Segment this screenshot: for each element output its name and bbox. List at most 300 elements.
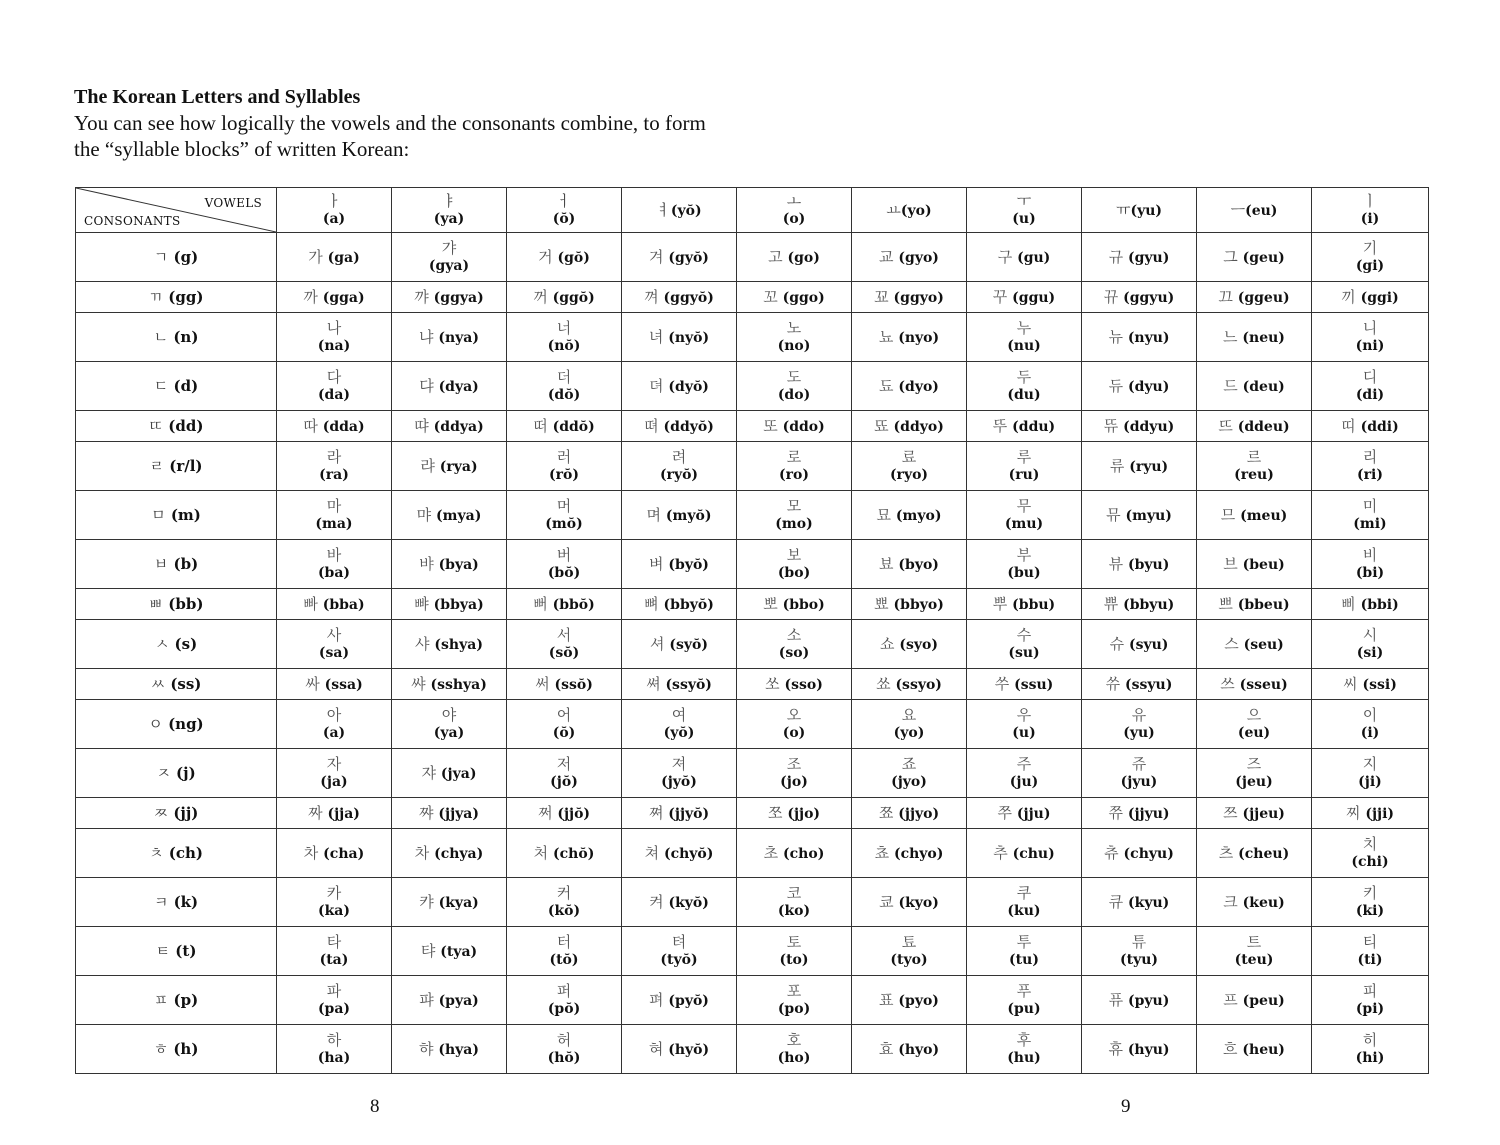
syllable-cell: [507, 442, 622, 491]
consonant-row: [76, 878, 1429, 927]
syllable-glyph: 튜: [1131, 933, 1147, 951]
syllable-cell: [507, 589, 622, 620]
syllable-romanization: (gyo): [898, 249, 939, 266]
syllable-cell: [277, 976, 392, 1025]
syllable-romanization: (cheu): [1238, 845, 1290, 862]
syllable-glyph: 그: [1223, 247, 1238, 266]
syllable-cell: [737, 749, 852, 798]
syllable-romanization: (peu): [1242, 992, 1285, 1009]
consonant-row: [76, 669, 1429, 700]
syllable-romanization: (jjyŏ): [668, 805, 710, 822]
syllable-glyph: 퍼: [556, 982, 572, 1000]
syllable-romanization: (heu): [1242, 1041, 1285, 1058]
syllable-romanization: (ryo): [889, 467, 929, 483]
syllable-glyph: 치: [1362, 835, 1378, 853]
syllable-romanization: (chyŏ): [663, 845, 714, 862]
intro-section: [74, 84, 774, 162]
syllable-romanization: (gga): [322, 289, 365, 306]
consonant-row: [76, 411, 1429, 442]
vowel-romanization: (yo): [900, 202, 932, 219]
vowel-header-cell: [507, 188, 622, 233]
syllable-glyph: 벼: [649, 554, 664, 573]
syllable-glyph: 미: [1362, 497, 1378, 515]
syllable-romanization: (nyŏ): [668, 329, 710, 346]
syllable-glyph: 이: [1362, 706, 1378, 724]
syllable-romanization: (rya): [439, 458, 478, 475]
syllable-cell: [737, 700, 852, 749]
syllable-glyph: 보: [786, 546, 802, 564]
syllable-glyph: 뱌: [419, 554, 434, 573]
syllable-glyph: 뗘: [644, 416, 659, 435]
consonant-romanization: (p): [173, 991, 199, 1009]
syllable-cell: [1312, 878, 1429, 927]
syllable-romanization: (chi): [1351, 854, 1389, 870]
syllable-cell: [1197, 442, 1312, 491]
syllable-romanization: (na): [317, 338, 351, 354]
syllable-romanization: (ha): [317, 1050, 351, 1066]
syllable-cell: [392, 829, 507, 878]
consonant-romanization: (t): [175, 942, 197, 960]
syllable-romanization: (jya): [440, 765, 477, 782]
syllable-romanization: (nyo): [898, 329, 940, 346]
syllable-cell: [737, 620, 852, 669]
syllable-romanization: (hŏ): [547, 1050, 581, 1066]
syllable-cell: [1197, 411, 1312, 442]
syllable-romanization: (nya): [438, 329, 479, 346]
syllable-romanization: (bba): [322, 596, 365, 613]
syllable-glyph: 느: [1223, 327, 1238, 346]
syllable-cell: [277, 829, 392, 878]
syllable-glyph: 비: [1362, 546, 1378, 564]
syllable-cell: [392, 749, 507, 798]
syllable-cell: [1197, 976, 1312, 1025]
consonant-jamo: ㅃ: [148, 595, 164, 613]
syllable-glyph: 하: [326, 1031, 342, 1049]
syllable-cell: [277, 282, 392, 313]
consonant-romanization: (bb): [168, 595, 204, 613]
vowel-jamo: ㅏ: [326, 192, 342, 210]
syllable-romanization: (hi): [1355, 1050, 1385, 1066]
syllable-glyph: 초: [763, 843, 779, 862]
syllable-romanization: (ku): [1007, 903, 1041, 919]
consonant-row: [76, 362, 1429, 411]
syllable-romanization: (keu): [1242, 894, 1285, 911]
syllable-cell: [852, 927, 967, 976]
syllable-cell: [392, 313, 507, 362]
syllable-glyph: 쌰: [411, 674, 426, 693]
syllable-romanization: (ko): [777, 903, 811, 919]
syllable-cell: [737, 829, 852, 878]
syllable-romanization: (ggyu): [1123, 289, 1175, 306]
syllable-romanization: (ggya): [433, 289, 484, 306]
syllable-cell: [507, 749, 622, 798]
syllable-glyph: 뺘: [414, 594, 429, 613]
syllable-romanization: (kyu): [1128, 894, 1170, 911]
syllable-glyph: 뎌: [649, 376, 664, 395]
consonant-row: [76, 976, 1429, 1025]
syllable-romanization: (bŏ): [547, 565, 581, 581]
syllable-cell: [507, 878, 622, 927]
syllable-cell: [1312, 411, 1429, 442]
consonant-jamo: ㄲ: [148, 288, 164, 306]
syllable-cell: [1197, 282, 1312, 313]
syllable-cell: [392, 798, 507, 829]
syllable-cell: [507, 927, 622, 976]
syllable-cell: [1082, 700, 1197, 749]
consonant-header-cell: [76, 700, 277, 749]
consonant-header-cell: [76, 976, 277, 1025]
syllable-glyph: 휴: [1108, 1039, 1123, 1058]
syllable-cell: [507, 313, 622, 362]
syllable-romanization: (bo): [777, 565, 811, 581]
syllable-glyph: 주: [1016, 755, 1032, 773]
consonant-header-cell: [76, 620, 277, 669]
syllable-glyph: 규: [1108, 247, 1124, 266]
syllable-glyph: 소: [786, 626, 802, 644]
syllable-romanization: (bbo): [782, 596, 825, 613]
consonant-header-cell: [76, 669, 277, 700]
consonant-header-cell: [76, 442, 277, 491]
syllable-cell: [737, 878, 852, 927]
syllable-romanization: (pu): [1007, 1001, 1041, 1017]
syllable-cell: [967, 976, 1082, 1025]
syllable-romanization: (hu): [1007, 1050, 1041, 1066]
syllable-romanization: (o): [782, 725, 806, 741]
syllable-romanization: (po): [777, 1001, 811, 1017]
syllable-glyph: 슈: [1109, 634, 1125, 653]
syllable-cell: [737, 669, 852, 700]
syllable-glyph: 녀: [648, 327, 664, 346]
syllable-romanization: (ssa): [324, 676, 363, 693]
syllable-cell: [277, 749, 392, 798]
syllable-glyph: 됴: [879, 376, 894, 395]
consonant-jamo: ㄸ: [148, 417, 164, 435]
syllable-romanization: (yo): [893, 725, 925, 741]
syllable-glyph: 짜: [308, 803, 323, 822]
syllable-cell: [622, 442, 737, 491]
consonant-row: [76, 829, 1429, 878]
syllable-cell: [622, 798, 737, 829]
syllable-romanization: (ti): [1357, 952, 1383, 968]
vowel-jamo: ㅡ: [1230, 200, 1246, 219]
syllable-romanization: (ggŏ): [552, 289, 595, 306]
syllable-romanization: (bya): [438, 556, 479, 573]
consonant-romanization: (dd): [168, 417, 204, 435]
syllable-cell: [737, 411, 852, 442]
syllable-glyph: 코: [786, 884, 802, 902]
consonant-jamo: ㄹ: [149, 457, 164, 475]
syllable-cell: [1082, 798, 1197, 829]
syllable-cell: [1082, 491, 1197, 540]
syllable-cell: [852, 829, 967, 878]
consonant-romanization: (d): [173, 377, 199, 395]
consonant-jamo: ㅆ: [150, 675, 166, 693]
syllable-glyph: 꾸: [992, 287, 1008, 306]
vowel-romanization: (eu): [1245, 202, 1278, 219]
syllable-cell: [622, 927, 737, 976]
section-title: The Korean Letters and Syllables: [74, 86, 361, 108]
syllable-glyph: 며: [646, 505, 662, 524]
vowel-romanization: (a): [322, 211, 346, 227]
syllable-romanization: (byu): [1128, 556, 1170, 573]
syllable-cell: [1312, 927, 1429, 976]
syllable-cell: [1312, 313, 1429, 362]
syllable-glyph: 유: [1131, 706, 1147, 724]
syllable-romanization: (ri): [1357, 467, 1383, 483]
syllable-glyph: 모: [786, 497, 802, 515]
syllable-romanization: (nŏ): [547, 338, 581, 354]
syllable-glyph: 쿄: [879, 892, 894, 911]
consonant-jamo: ㅊ: [149, 844, 164, 862]
syllable-romanization: (sa): [318, 645, 350, 661]
vowel-jamo: ㅣ: [1362, 192, 1378, 210]
syllable-romanization: (ddya): [433, 418, 484, 435]
syllable-glyph: 디: [1362, 368, 1378, 386]
syllable-glyph: 쑤: [994, 674, 1010, 693]
syllable-cell: [622, 700, 737, 749]
syllable-romanization: (ggi): [1360, 289, 1399, 306]
syllable-cell: [1312, 589, 1429, 620]
syllable-glyph: 쟈: [421, 763, 437, 782]
syllable-glyph: 카: [326, 884, 342, 902]
syllable-romanization: (sso): [784, 676, 823, 693]
syllable-glyph: 무: [1016, 497, 1032, 515]
syllable-romanization: (syo): [899, 636, 938, 653]
syllable-cell: [1197, 233, 1312, 282]
syllable-glyph: 프: [1223, 990, 1238, 1009]
syllable-cell: [737, 798, 852, 829]
syllable-romanization: (jjya): [438, 805, 479, 822]
syllable-cell: [967, 700, 1082, 749]
syllable-romanization: (byo): [898, 556, 939, 573]
syllable-romanization: (to): [779, 952, 809, 968]
syllable-glyph: 쎠: [646, 674, 661, 693]
syllable-glyph: 뜌: [1103, 416, 1119, 435]
syllable-glyph: 툐: [901, 933, 917, 951]
vowel-header-cell: [1312, 188, 1429, 233]
syllable-glyph: 므: [1220, 505, 1236, 524]
syllable-glyph: 두: [1016, 368, 1032, 386]
syllable-cell: [1197, 362, 1312, 411]
syllable-romanization: (myŏ): [665, 507, 712, 524]
syllable-cell: [967, 233, 1082, 282]
syllable-glyph: 니: [1362, 319, 1378, 337]
syllable-romanization: (ryŏ): [659, 467, 699, 483]
syllable-cell: [507, 362, 622, 411]
syllable-cell: [1082, 927, 1197, 976]
syllable-cell: [967, 878, 1082, 927]
syllable-romanization: (tya): [440, 943, 478, 960]
syllable-cell: [737, 362, 852, 411]
consonant-romanization: (r/l): [169, 457, 203, 475]
syllable-cell: [622, 669, 737, 700]
syllable-romanization: (eu): [1237, 725, 1271, 741]
syllable-romanization: (ddyu): [1123, 418, 1175, 435]
syllable-glyph: 투: [1016, 933, 1032, 951]
consonant-romanization: (h): [173, 1040, 199, 1058]
syllable-glyph: 버: [556, 546, 572, 564]
syllable-glyph: 뷰: [1108, 554, 1124, 573]
syllable-glyph: 타: [326, 933, 342, 951]
syllable-romanization: (kyo): [898, 894, 939, 911]
consonant-row: [76, 491, 1429, 540]
syllable-romanization: (ssyo): [895, 676, 942, 693]
consonant-header-cell: [76, 491, 277, 540]
syllable-romanization: (pŏ): [547, 1001, 581, 1017]
syllable-glyph: 피: [1362, 982, 1378, 1000]
syllable-glyph: 토: [786, 933, 802, 951]
syllable-cell: [737, 927, 852, 976]
consonant-romanization: (s): [174, 635, 198, 653]
syllable-cell: [1197, 927, 1312, 976]
syllable-glyph: 죠: [901, 755, 917, 773]
syllable-cell: [277, 700, 392, 749]
syllable-romanization: (ggu): [1012, 289, 1056, 306]
syllable-romanization: (go): [787, 249, 820, 266]
syllable-cell: [1197, 700, 1312, 749]
syllable-cell: [737, 442, 852, 491]
syllable-glyph: 키: [1362, 884, 1378, 902]
syllable-cell: [852, 411, 967, 442]
syllable-glyph: 쿠: [1016, 884, 1032, 902]
syllable-glyph: 고: [768, 247, 783, 266]
syllable-romanization: (gŏ): [557, 249, 590, 266]
syllable-glyph: 캬: [419, 892, 434, 911]
syllable-glyph: 갸: [441, 239, 457, 257]
syllable-cell: [1197, 878, 1312, 927]
syllable-glyph: 시: [1362, 626, 1378, 644]
syllable-glyph: 먀: [416, 505, 432, 524]
syllable-romanization: (kyŏ): [668, 894, 709, 911]
syllable-cell: [507, 620, 622, 669]
consonant-romanization: (ng): [168, 715, 204, 733]
syllable-glyph: 터: [556, 933, 572, 951]
syllable-romanization: (ryu): [1129, 458, 1169, 475]
syllable-glyph: 싸: [305, 674, 320, 693]
syllable-cell: [1082, 589, 1197, 620]
syllable-glyph: 셔: [650, 634, 665, 653]
syllable-glyph: 랴: [420, 456, 435, 475]
consonant-header-cell: [76, 313, 277, 362]
syllable-romanization: (bbeu): [1237, 596, 1290, 613]
syllable-glyph: 쁘: [1218, 594, 1233, 613]
syllable-romanization: (da): [317, 387, 351, 403]
syllable-cell: [622, 233, 737, 282]
syllable-cell: [622, 749, 737, 798]
syllable-glyph: 가: [308, 247, 323, 266]
syllable-glyph: 크: [1223, 892, 1238, 911]
consonant-jamo: ㅌ: [155, 942, 171, 960]
consonant-header-cell: [76, 798, 277, 829]
syllable-cell: [1082, 669, 1197, 700]
syllable-table: [75, 187, 1429, 1074]
syllable-cell: [507, 976, 622, 1025]
syllable-cell: [622, 620, 737, 669]
syllable-glyph: 루: [1016, 448, 1032, 466]
syllable-glyph: 쏘: [765, 674, 780, 693]
syllable-glyph: 나: [326, 319, 342, 337]
syllable-cell: [967, 749, 1082, 798]
vowel-jamo: ㅛ: [886, 200, 901, 219]
syllable-glyph: 조: [786, 755, 802, 773]
syllable-glyph: 뮤: [1106, 505, 1121, 524]
syllable-romanization: (syu): [1128, 636, 1169, 653]
syllable-romanization: (bbyu): [1123, 596, 1175, 613]
syllable-glyph: 야: [441, 706, 457, 724]
syllable-cell: [967, 442, 1082, 491]
syllable-romanization: (dya): [438, 378, 479, 395]
syllable-romanization: (shya): [434, 636, 483, 653]
syllable-glyph: 츄: [1104, 843, 1119, 862]
syllable-glyph: 수: [1016, 626, 1032, 644]
syllable-glyph: 요: [901, 706, 917, 724]
syllable-glyph: 드: [1223, 376, 1238, 395]
syllable-cell: [1197, 749, 1312, 798]
syllable-cell: [852, 798, 967, 829]
syllable-glyph: 여: [671, 706, 687, 724]
syllable-cell: [1197, 491, 1312, 540]
syllable-glyph: 서: [556, 626, 572, 644]
syllable-romanization: (tu): [1009, 952, 1039, 968]
syllable-romanization: (tyu): [1119, 952, 1159, 968]
syllable-romanization: (rŏ): [549, 467, 579, 483]
syllable-cell: [1312, 620, 1429, 669]
syllable-glyph: 켜: [649, 892, 664, 911]
syllable-cell: [1197, 669, 1312, 700]
syllable-cell: [622, 362, 737, 411]
consonant-jamo: ㅁ: [151, 506, 166, 524]
syllable-glyph: 우: [1016, 706, 1032, 724]
syllable-glyph: 머: [556, 497, 572, 515]
syllable-cell: [1082, 878, 1197, 927]
syllable-cell: [277, 1025, 392, 1074]
syllable-romanization: (u): [1012, 725, 1036, 741]
syllable-cell: [1082, 313, 1197, 362]
syllable-romanization: (ddo): [782, 418, 825, 435]
syllable-romanization: (ka): [317, 903, 351, 919]
syllable-romanization: (jeu): [1235, 774, 1273, 790]
vowel-romanization: (i): [1360, 211, 1380, 227]
consonant-header-cell: [76, 540, 277, 589]
syllable-cell: [392, 540, 507, 589]
syllable-cell: [737, 233, 852, 282]
syllable-cell: [622, 589, 737, 620]
syllable-romanization: (no): [777, 338, 811, 354]
syllable-romanization: (ho): [777, 1050, 811, 1066]
syllable-glyph: 너: [556, 319, 572, 337]
syllable-cell: [852, 700, 967, 749]
consonant-header-cell: [76, 233, 277, 282]
syllable-cell: [277, 442, 392, 491]
syllable-cell: [622, 540, 737, 589]
syllable-romanization: (jyŏ): [661, 774, 697, 790]
syllable-romanization: (ga): [327, 249, 360, 266]
syllable-cell: [1082, 749, 1197, 798]
syllable-cell: [1082, 282, 1197, 313]
syllable-cell: [1312, 362, 1429, 411]
syllable-romanization: (jjeu): [1242, 805, 1285, 822]
syllable-glyph: 쓰: [1220, 674, 1235, 693]
syllable-glyph: 즈: [1246, 755, 1262, 773]
syllable-romanization: (jyu): [1120, 774, 1158, 790]
syllable-romanization: (jja): [327, 805, 360, 822]
syllable-romanization: (geu): [1242, 249, 1285, 266]
syllable-romanization: (yŏ): [663, 725, 695, 741]
syllable-glyph: 꼬: [763, 287, 778, 306]
syllable-glyph: 꺼: [533, 287, 548, 306]
syllable-romanization: (pya): [438, 992, 479, 1009]
syllable-glyph: 빠: [303, 594, 318, 613]
